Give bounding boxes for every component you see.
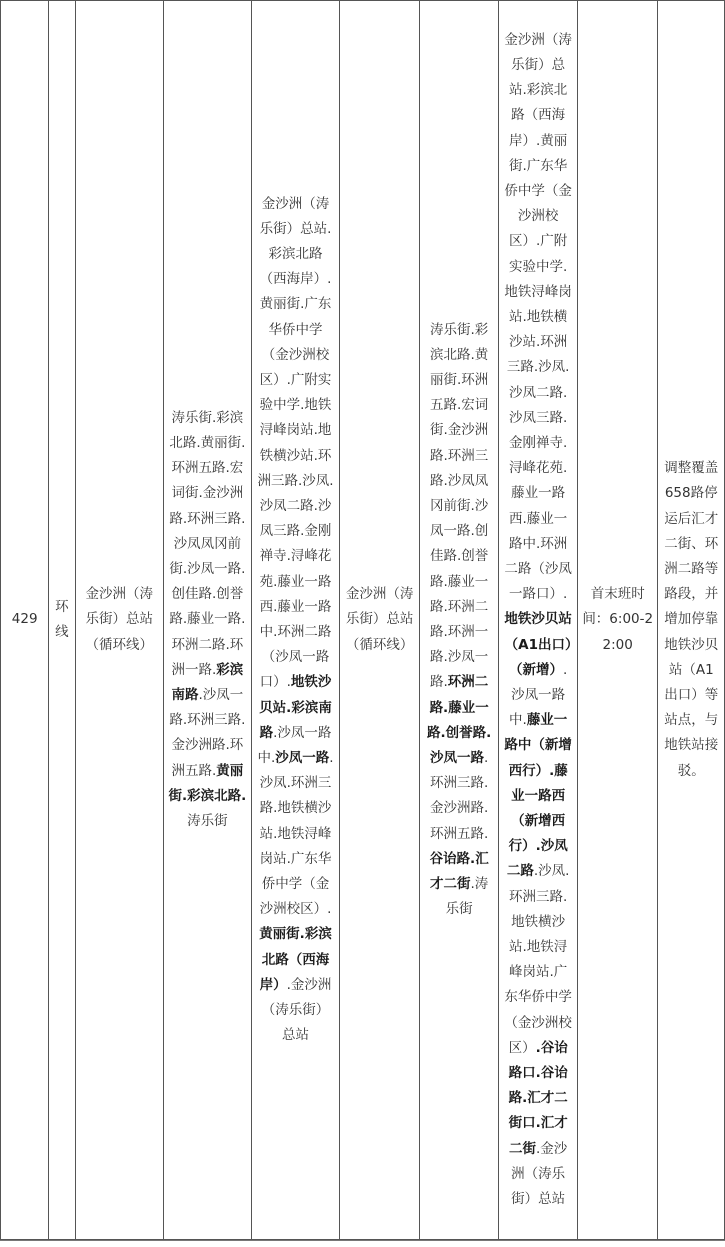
service-hours-cell	[577, 1, 658, 1240]
adjustment-remark: 调整覆盖658路停运后汇才二街、环洲二路等路段，并增加停靠地铁沙贝站（A1出口）等站点，与地铁站接驳。	[664, 460, 719, 779]
origin-new-cell	[340, 1, 420, 1240]
stop-segment-highlighted: 地铁沙贝站（A1出口）（新增）	[504, 611, 572, 678]
stop-segment: .涛乐街	[445, 876, 489, 918]
stop-segment: .环洲三路.金沙洲路.环洲五路.	[429, 750, 489, 842]
stop-segment-highlighted: 黄丽街.彩滨北路（西海岸）	[259, 926, 332, 993]
stop-segment-highlighted: 环洲二路.藤业一路.创誉路.沙凤一路	[427, 674, 492, 767]
stop-segment: 涛乐街.彩滨北路.黄丽街.环洲五路.宏词街.金沙洲路.环洲三路.沙凤凤冈前街.沙凤一路.创佳路.创誉路.藤业一路.环洲二路.环洲一路.沙凤一路.	[429, 321, 489, 691]
origin-old-cell	[75, 1, 164, 1240]
stop-segment: .金沙洲（涛乐街）总站	[511, 1140, 568, 1208]
stop-segment: 涛乐街.彩滨北路.黄丽街.环洲五路.宏词街.金沙洲路.环洲三路.沙凤凤冈前街.沙凤一路.创佳路.创誉路.藤业一路.环洲二路.环洲一路.	[169, 409, 246, 678]
table-row	[1, 1, 725, 1240]
stop-segment-highlighted: 藤业一路中（新增西行）.藤业一路西（新增西行）.沙凤二路	[504, 712, 572, 880]
stop-segment: .金沙洲（涛乐街）总站	[261, 976, 332, 1044]
stops-old-list	[164, 406, 251, 834]
stop-segment: 金沙洲（涛乐街）总站.彩滨北路（西海岸）.黄丽街.广东华侨中学（金沙洲校区）.广附实验中学.地铁浔峰岗站.地铁横沙站.环洲三路.沙凤.沙凤二路.沙凤三路.金刚禅寺.浔峰花苑.藤业一路西.藤业一路中.环洲二路（沙凤一路口）.	[257, 195, 334, 691]
stops-new-list	[420, 318, 499, 923]
stop-segment: .沙凤一路.环洲三路.金沙洲路.环洲五路.	[169, 687, 246, 779]
stop-segment-highlighted: .谷诒路口.谷诒路.汇才二街口.汇才二街	[508, 1039, 568, 1157]
stop-segment: .沙凤.环洲三路.地铁横沙站.地铁浔峰岗站.广东华侨中学（金沙洲校区）	[504, 863, 572, 1056]
service-hours: 首末班时间：6:00-22:00	[582, 586, 654, 653]
route-number-cell	[1, 1, 49, 1240]
stops-new-cell	[419, 1, 499, 1240]
origin-terminal-new: 金沙洲（涛乐街）总站（循环线）	[345, 586, 414, 653]
stop-segment: .沙凤.环洲三路.地铁横沙站.地铁浔峰岗站.广东华侨中学（金沙洲校区）.	[259, 750, 334, 918]
stop-segment-highlighted: 地铁沙贝站.彩滨南路	[259, 674, 332, 741]
stops-old-cell	[164, 1, 252, 1240]
stop-segment: 涛乐街	[187, 813, 228, 830]
stop-segment: 金沙洲（涛乐街）总站.彩滨北路（西海岸）.黄丽街.广东华侨中学（金沙洲校区）.广附实验中学.地铁浔峰岗站.地铁横沙站.环洲三路.沙凤.沙凤二路.沙凤三路.金刚禅寺.浔峰花苑.藤业一路西.藤业一路中.环洲二路（沙凤一路口）.	[504, 31, 572, 603]
stop-segment-highlighted: 黄丽街.彩滨北路.	[168, 762, 247, 804]
route-type: 环线	[55, 598, 69, 640]
stops-new-reverse-cell	[499, 1, 578, 1240]
route-number: 429	[11, 611, 38, 628]
stop-segment-highlighted: 谷诒路.汇才二街	[429, 850, 489, 893]
stop-segment: .沙凤一路中.	[257, 724, 332, 767]
remark-cell	[658, 1, 725, 1240]
stop-segment: .沙凤一路中.	[509, 661, 568, 729]
route-type-cell	[49, 1, 75, 1240]
stops-old-reverse-cell	[251, 1, 340, 1240]
stops-new-reverse-list	[499, 28, 577, 1213]
stop-segment-highlighted: 沙凤一路	[275, 750, 330, 767]
stops-old-reverse-list	[252, 192, 340, 1049]
origin-terminal-old: 金沙洲（涛乐街）总站（循环线）	[85, 586, 154, 653]
stop-segment-highlighted: 彩滨南路	[171, 661, 244, 703]
